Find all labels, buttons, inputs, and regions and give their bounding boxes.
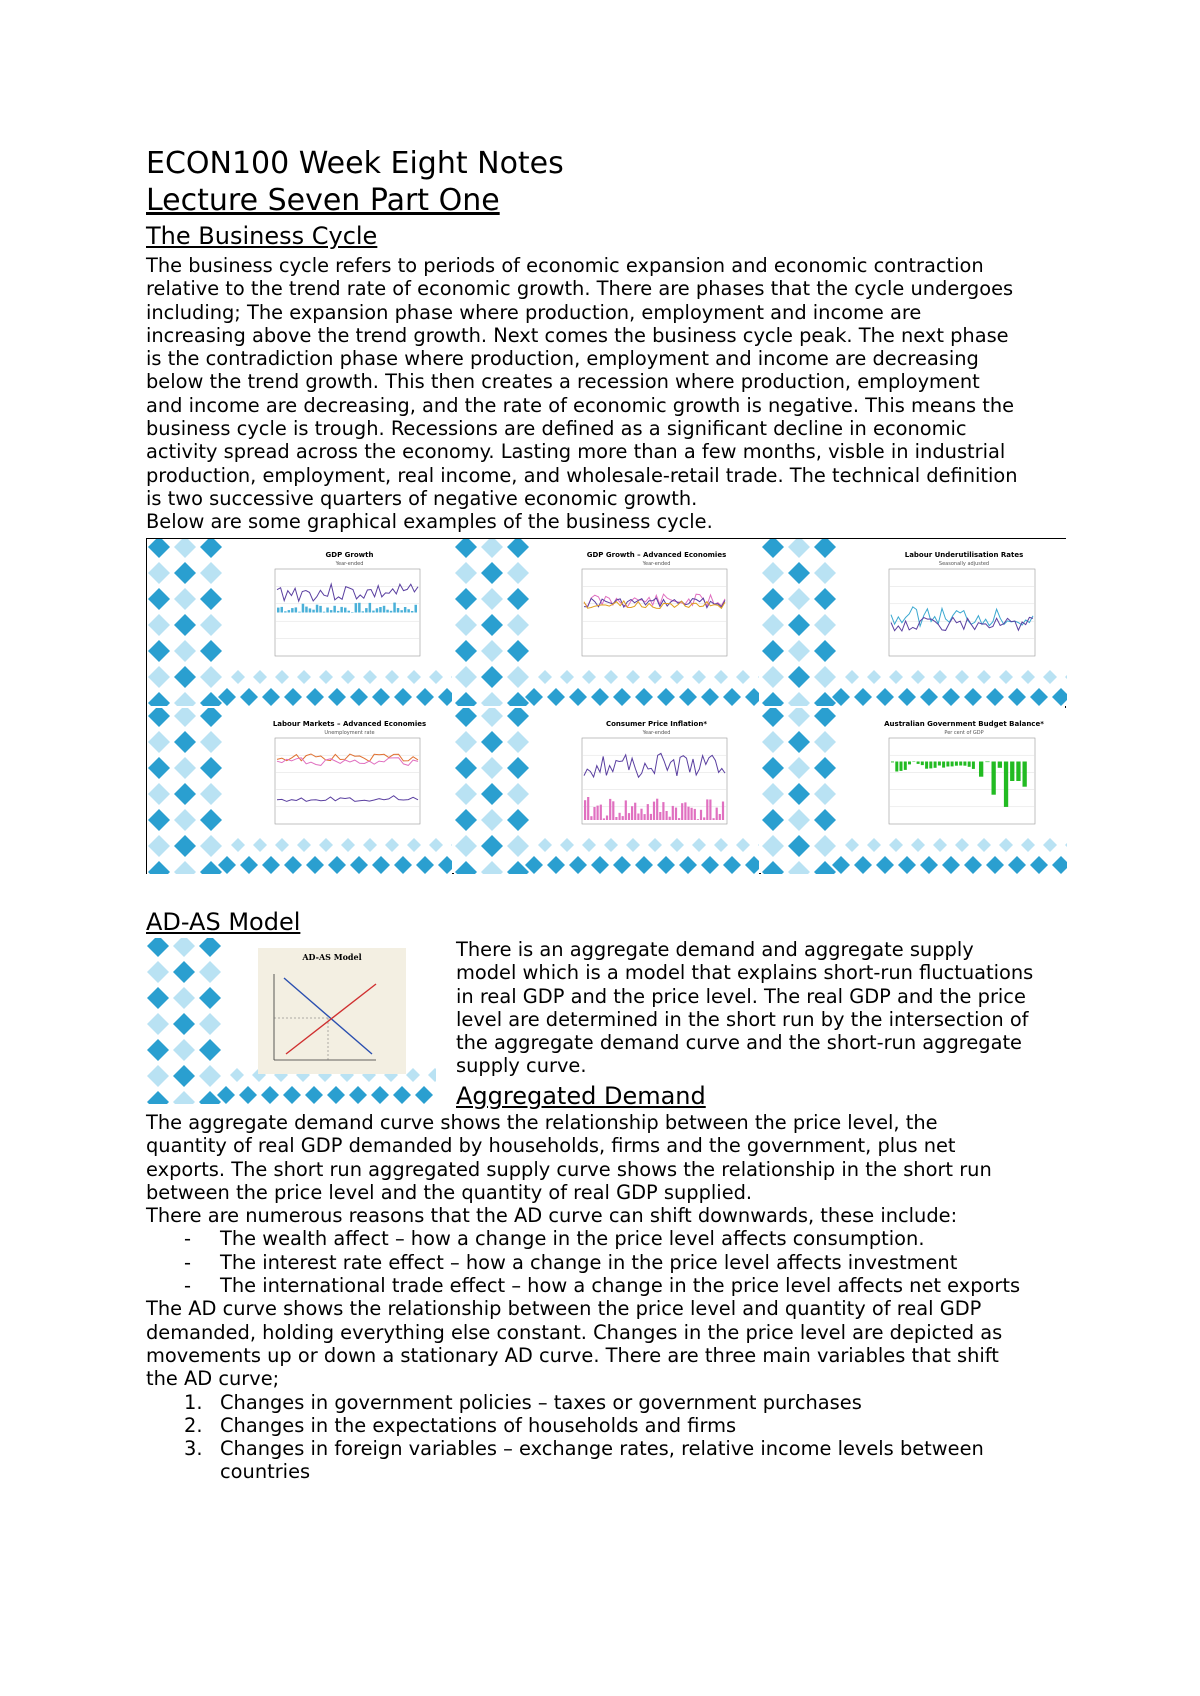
figure-legend: Year-ended — [642, 561, 671, 567]
shift-variables-list — [146, 1391, 1086, 1484]
figure-legend: Year-ended — [335, 561, 364, 567]
figure-legend: Unemployment rate — [324, 730, 375, 736]
aggregated-demand-heading: Aggregated Demand — [456, 1082, 706, 1110]
text-line: There are numerous reasons that the AD curve can shift downwards, these include: — [146, 1204, 958, 1228]
list-item: 3. Changes in foreign variables – exchange rates, relative income levels between countries — [184, 1437, 984, 1484]
business-cycle-heading: The Business Cycle — [146, 222, 378, 250]
figure-cell — [454, 708, 759, 874]
text-line: between the price level and the quantity of real GDP supplied. — [146, 1180, 753, 1204]
list-item: - The wealth affect – how a change in the price level affects consumption. — [184, 1227, 925, 1251]
business-cycle-figure-grid — [146, 538, 1066, 874]
adas-paragraph — [456, 938, 1076, 1078]
list-item: 2. Changes in the expectations of households and firms — [184, 1413, 737, 1437]
text-line: business cycle is trough. Recessions are defined as a significant decline in economic — [146, 417, 967, 441]
text-line: and income are decreasing, and the rate of economic growth is negative. This means the — [146, 393, 1015, 417]
text-line: Below are some graphical examples of the business cycle. — [146, 510, 713, 534]
shift-reasons-list — [146, 1227, 1086, 1297]
text-line: quantity of real GDP demanded by households, firms and the government, plus net — [146, 1134, 956, 1158]
text-line: demanded, holding everything else constant. Changes in the price level are depicted as — [146, 1320, 1003, 1344]
adas-figure-title: AD-AS Model — [302, 952, 362, 962]
text-line: the AD curve; — [146, 1367, 280, 1391]
chart-thumbnail — [147, 708, 452, 874]
figure-title: GDP Growth — [325, 551, 374, 559]
text-line: below the trend growth. This then creates a recession where production, employment — [146, 370, 980, 394]
text-line: The aggregate demand curve shows the relationship between the price level, the — [146, 1111, 938, 1134]
figure-title: Labour Underutilisation Rates — [904, 551, 1024, 559]
aggregated-demand-body — [146, 1111, 1086, 1484]
text-line: the aggregate demand curve and the short-run aggregate — [456, 1031, 1022, 1055]
text-line: in real GDP and the price level. The real GDP and the price — [456, 984, 1026, 1008]
text-line: movements up or down a stationary AD curve. There are three main variables that shift — [146, 1343, 999, 1367]
figure-legend: Per cent of GDP — [944, 730, 984, 736]
figure-cell — [147, 708, 452, 874]
business-cycle-paragraph — [146, 254, 1076, 534]
adas-heading: AD-AS Model — [146, 908, 301, 936]
list-item: 1. Changes in government policies – taxes or government purchases — [184, 1390, 862, 1414]
text-line: exports. The short run aggregated supply curve shows the relationship in the short run — [146, 1157, 992, 1181]
figure-legend: Year-ended — [642, 730, 671, 736]
figure-title: GDP Growth – Advanced Economies — [586, 551, 727, 559]
list-item: - The interest rate effect – how a change in the price level affects investment — [184, 1250, 958, 1274]
figure-legend: Seasonally adjusted — [938, 561, 990, 567]
chart-thumbnail — [761, 708, 1067, 874]
figure-title: Consumer Price Inflation* — [605, 720, 708, 728]
text-line: production, employment, real income, and wholesale-retail trade. The technical definition — [146, 463, 1018, 487]
figure-cell — [454, 539, 759, 706]
list-item: - The international trade effect – how a change in the price level affects net exports — [184, 1274, 1021, 1298]
document-title: ECON100 Week Eight Notes — [146, 146, 564, 181]
text-line: relative to the trend rate of economic growth. There are phases that the cycle undergoes — [146, 277, 1014, 301]
text-line: level are determined in the short run by the intersection of — [456, 1007, 1029, 1031]
text-line: increasing above the trend growth. Next comes the business cycle peak. The next phase — [146, 323, 1009, 347]
figure-cell — [147, 539, 452, 706]
figure-cell — [761, 539, 1067, 706]
chart-thumbnail — [454, 539, 759, 706]
adas-figure — [146, 938, 436, 1104]
text-line: The business cycle refers to periods of economic expansion and economic contraction — [146, 254, 984, 277]
text-line: is the contradiction phase where production, employment and income are decreasing — [146, 347, 979, 371]
text-line: The AD curve shows the relationship between the price level and quantity of real GDP — [146, 1297, 982, 1321]
document-subtitle: Lecture Seven Part One — [146, 183, 500, 218]
chart-thumbnail — [147, 539, 452, 706]
text-line: There is an aggregate demand and aggregate supply — [456, 938, 974, 961]
figure-cell — [761, 708, 1067, 874]
figure-title: Australian Government Budget Balance* — [884, 720, 1044, 728]
chart-thumbnail — [761, 539, 1067, 706]
adas-figure-canvas — [146, 938, 436, 1104]
text-line: is two successive quarters of negative economic growth. — [146, 486, 698, 510]
figure-title: Labour Markets – Advanced Economies — [272, 720, 427, 728]
text-line: supply curve. — [456, 1054, 587, 1078]
chart-thumbnail — [454, 708, 759, 874]
text-line: including; The expansion phase where production, employment and income are — [146, 300, 922, 324]
text-line: activity spread across the economy. Lasting more than a few months, visble in industrial — [146, 440, 1006, 464]
text-line: model which is a model that explains short-run fluctuations — [456, 961, 1034, 985]
